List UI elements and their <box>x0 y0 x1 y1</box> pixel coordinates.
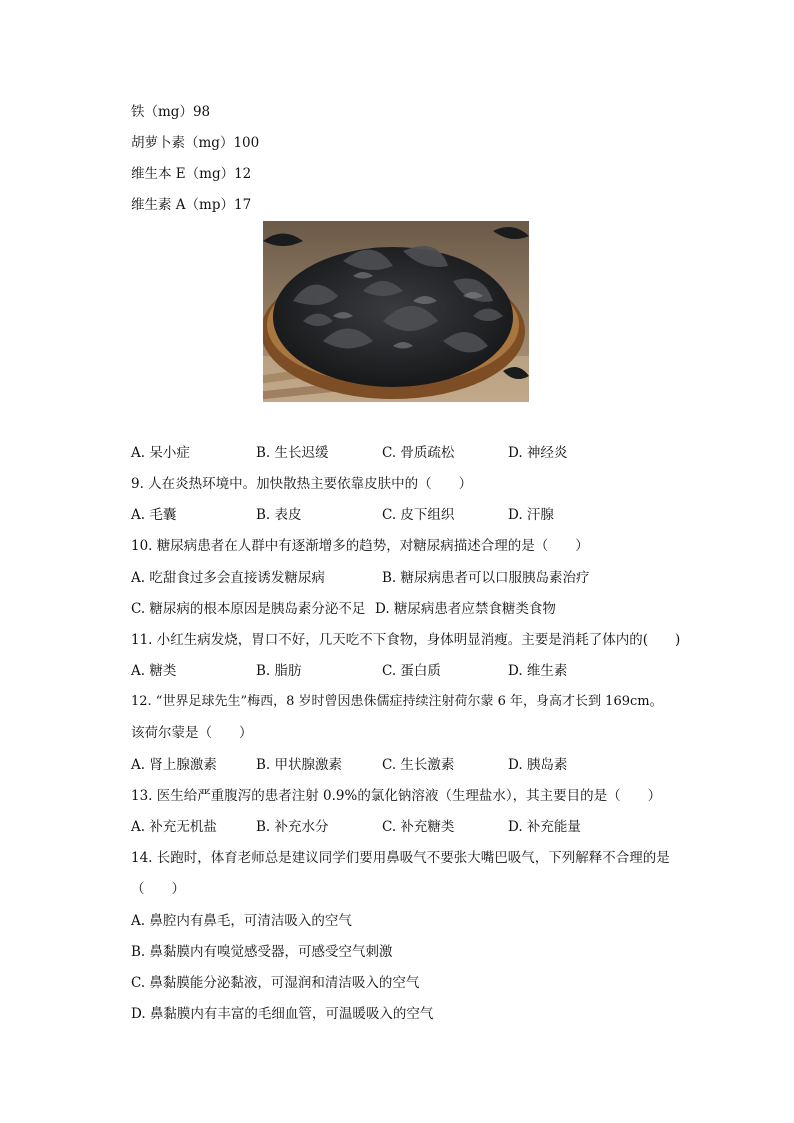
q8-option-b[interactable]: B. 生长迟缓 <box>256 445 329 461</box>
nutrient-carotene: 胡萝卜素（mg）100 <box>131 135 260 151</box>
q13-option-d[interactable]: D. 补充能量 <box>508 819 581 835</box>
q12-option-c[interactable]: C. 生长激素 <box>382 757 455 773</box>
q14-stem: 14. 长跑时，体育老师总是建议同学们要用鼻吸气不要张大嘴巴吸气，下列解释不合理的是 <box>131 850 670 866</box>
q14-option-b[interactable]: B. 鼻黏膜内有嗅觉感受器，可感受空气刺激 <box>131 944 393 960</box>
nutrient-vitamin-a: 维生素 A（mp）17 <box>131 197 252 213</box>
nutrient-vitamin-e: 维生本 E（mg）12 <box>131 166 252 182</box>
q11-option-a[interactable]: A. 糖类 <box>131 663 177 679</box>
q11-option-c[interactable]: C. 蛋白质 <box>382 663 441 679</box>
q12-option-a[interactable]: A. 肾上腺激素 <box>131 757 217 773</box>
q10-stem: 10. 糖尿病患者在人群中有逐渐增多的趋势，对糖尿病描述合理的是（ ） <box>131 538 589 554</box>
q14-option-a[interactable]: A. 鼻腔内有鼻毛，可清洁吸入的空气 <box>131 913 352 929</box>
q10-option-c[interactable]: C. 糖尿病的根本原因是胰岛素分泌不足 <box>131 601 366 617</box>
q13-option-a[interactable]: A. 补充无机盐 <box>131 819 217 835</box>
q14-stem-continued: （ ） <box>131 881 185 897</box>
q8-option-a[interactable]: A. 呆小症 <box>131 445 190 461</box>
q11-stem: 11. 小红生病发烧，胃口不好，几天吃不下食物，身体明显消瘦。主要是消耗了体内的( ) <box>131 632 681 648</box>
nutrient-iron: 铁（mg）98 <box>131 104 211 120</box>
q12-option-d[interactable]: D. 胰岛素 <box>508 757 568 773</box>
q11-option-d[interactable]: D. 维生素 <box>508 663 568 679</box>
black-fungus-photo <box>263 221 529 402</box>
q12-stem-continued: 该荷尔蒙是（ ） <box>131 725 253 741</box>
q14-option-d[interactable]: D. 鼻黏膜内有丰富的毛细血管，可温暖吸入的空气 <box>131 1006 434 1022</box>
q8-option-d[interactable]: D. 神经炎 <box>508 445 568 461</box>
q12-option-b[interactable]: B. 甲状腺激素 <box>256 757 343 773</box>
q14-option-c[interactable]: C. 鼻黏膜能分泌黏液，可湿润和清洁吸入的空气 <box>131 975 420 991</box>
q13-option-c[interactable]: C. 补充糖类 <box>382 819 455 835</box>
q12-stem: 12. “世界足球先生”梅西，8 岁时曾因患侏儒症持续注射荷尔蒙 6 年，身高才长到 169cm。 <box>131 694 663 709</box>
q9-option-b[interactable]: B. 表皮 <box>256 507 302 523</box>
q10-option-b[interactable]: B. 糖尿病患者可以口服胰岛素治疗 <box>382 570 590 586</box>
q10-option-d[interactable]: D. 糖尿病患者应禁食糖类食物 <box>375 601 556 617</box>
q9-option-a[interactable]: A. 毛囊 <box>131 507 177 523</box>
q9-option-d[interactable]: D. 汗腺 <box>508 507 554 523</box>
q13-stem: 13. 医生给严重腹泻的患者注射 0.9%的氯化钠溶液（生理盐水），其主要目的是（ ） <box>131 788 662 804</box>
q11-option-b[interactable]: B. 脂肪 <box>256 663 302 679</box>
q13-option-b[interactable]: B. 补充水分 <box>256 819 329 835</box>
q9-stem: 9. 人在炎热环境中。加快散热主要依靠皮肤中的（ ） <box>131 476 473 492</box>
q10-option-a[interactable]: A. 吃甜食过多会直接诱发糖尿病 <box>131 570 325 586</box>
q9-option-c[interactable]: C. 皮下组织 <box>382 507 455 523</box>
q8-option-c[interactable]: C. 骨质疏松 <box>382 445 455 461</box>
